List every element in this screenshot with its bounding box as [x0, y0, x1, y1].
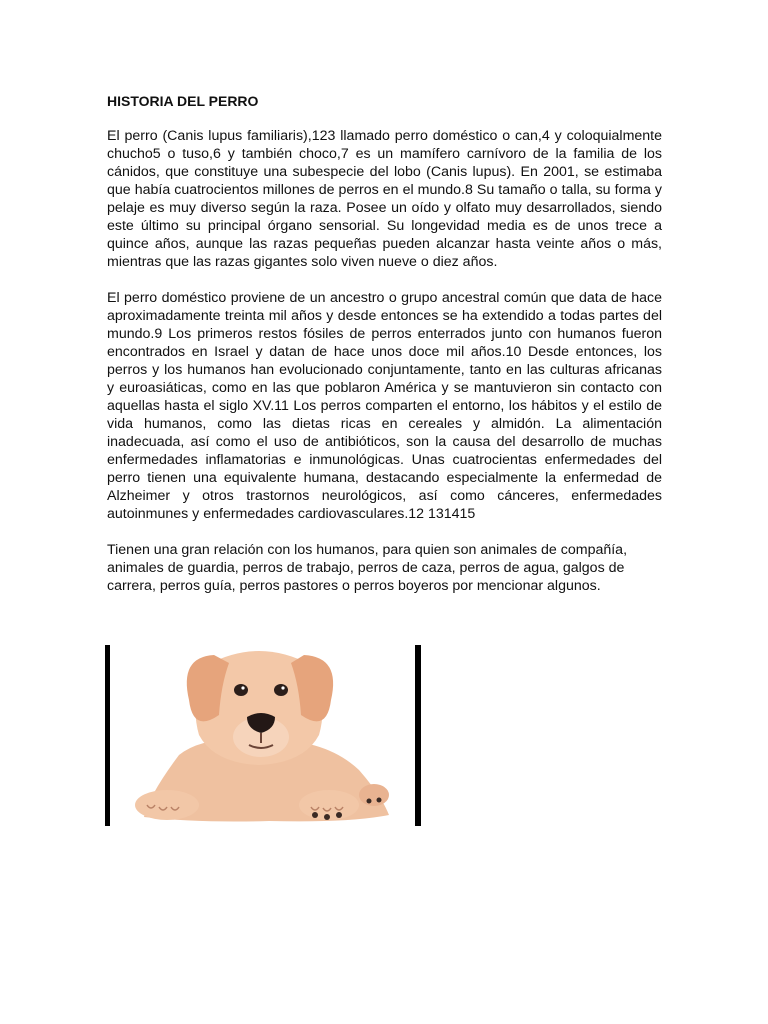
- paragraph-intro: El perro (Canis lupus familiaris),123 llamado perro doméstico o can,4 y coloquialmente chucho5 o tuso,6 y también choco,7 es un mamífero carnívoro de la familia de los cánidos, que constituye una subespecie del lobo (Canis lupus). En 2001, se estimaba que había cuatrocientos millones de perros en el mundo.8 Su tamaño o talla, su forma y pelaje es muy diverso según la raza. Posee un oído y olfato muy desarrollados, siendo este último su principal órgano sensorial. Su longevidad media es de unos trece a quince años, aunque las razas pequeñas pueden alcanzar hasta veinte años o más, mientras que las razas gigantes solo viven nueve o diez años.: [107, 128, 662, 270]
- figure-frame-left-bar: [105, 645, 110, 826]
- puppy-photo-icon: [119, 645, 399, 826]
- paragraph-relationship: Tienen una gran relación con los humanos, para quien son animales de compañía, animales de guardia, perros de trabajo, perros de caza, perros de agua, galgos de carrera, perros guía, perros pastores o perros boyeros por mencionar algunos.: [107, 542, 628, 594]
- document-page: [107, 92, 662, 613]
- paragraph-history: El perro doméstico proviene de un ancestro o grupo ancestral común que data de hace aproximadamente treinta mil años y desde entonces se ha extendido a todas partes del mundo.9 Los primeros restos fósiles de perros enterrados junto con humanos fueron encontrados en Israel y datan de hace unos doce mil años.10 Desde entonces, los perros y los humanos han evolucionado conjuntamente, tanto en las culturas africanas y euroasiáticas, como en las que poblaron América y se mantuvieron sin contacto con aquellas hasta el siglo XV.11 Los perros comparten el entorno, los hábitos y el estilo de vida humanos, como las dietas ricas en cereales y almidón. La alimentación inadecuada, así como el uso de antibióticos, son la causa del desarrollo de muchas enfermedades inflamatorias e inmunológicas. Unas cuatrocientas enfermedades del perro tienen una equivalente humana, destacando especialmente la enfermedad de Alzheimer y otros trastornos neurológicos, así como cánceres, enfermedades autoinmunes y enfermedades cardiovasculares.12 131415: [107, 290, 662, 522]
- document-title: HISTORIA DEL PERRO: [107, 93, 259, 109]
- puppy-figure: [105, 645, 423, 826]
- figure-frame-right-bar: [415, 645, 421, 826]
